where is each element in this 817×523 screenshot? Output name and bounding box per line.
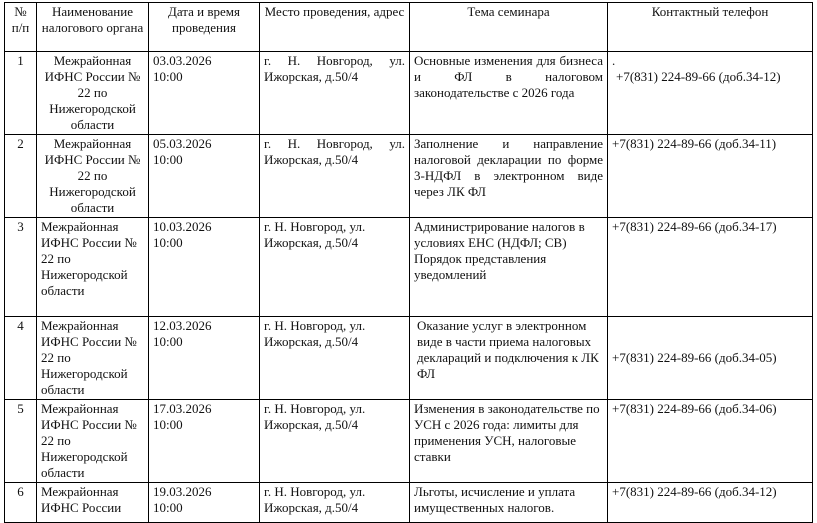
row-place: г. Н. Новгород, ул. Ижорская, д.50/4: [260, 317, 410, 400]
row-datetime: [149, 218, 260, 317]
row-phone: +7(831) 224-89-66 (доб.34-17): [608, 218, 813, 317]
row-place: г. Н. Новгород, ул. Ижорская, д.50/4: [260, 135, 410, 218]
row-date: 10.03.2026: [153, 219, 212, 234]
row-organ: Межрайонная ИФНС России № 22 по Нижегородской области: [37, 218, 149, 317]
row-place: г. Н. Новгород, ул. Ижорская, д.50/4: [260, 400, 410, 483]
row-time: 10:00: [153, 334, 183, 349]
row-phone-prefix: .: [612, 53, 616, 68]
row-datetime: [149, 483, 260, 523]
header-num: № п/п: [5, 3, 37, 52]
header-phone: Контактный телефон: [608, 3, 813, 52]
row-place: г. Н. Новгород, ул. Ижорская, д.50/4: [260, 218, 410, 317]
row-topic: Изменения в законодательстве по УСН с 2026 года: лимиты для применения УСН, налоговые ставки: [410, 400, 608, 483]
row-phone-cell: [608, 52, 813, 135]
row-date: 05.03.2026: [153, 136, 212, 151]
header-organ: Наименование налогового органа: [37, 3, 149, 52]
row-topic: Администрирование налогов в условиях ЕНС (НДФЛ; СВ) Порядок представления уведомлений: [410, 218, 608, 317]
row-topic: Заполнение и направление налоговой декларации по форме 3-НДФЛ в электронном виде через ЛК ФЛ: [410, 135, 608, 218]
row-place: г. Н. Новгород, ул. Ижорская, д.50/4: [260, 483, 410, 523]
row-num: 5: [5, 400, 37, 483]
row-phone: +7(831) 224-89-66 (доб.34-12): [616, 69, 781, 84]
row-datetime: [149, 135, 260, 218]
row-num: 1: [5, 52, 37, 135]
table-row: [5, 218, 813, 317]
header-row: [5, 3, 813, 52]
row-datetime: [149, 317, 260, 400]
row-time: 10:00: [153, 417, 183, 432]
header-place: Место проведения, адрес: [260, 3, 410, 52]
table-row: [5, 135, 813, 218]
row-date: 19.03.2026: [153, 484, 212, 499]
row-num: 2: [5, 135, 37, 218]
row-topic: Основные изменения для бизнеса и ФЛ в налоговом законодательстве с 2026 года: [410, 52, 608, 135]
row-num: 3: [5, 218, 37, 317]
row-topic: Оказание услуг в электронном виде в части приема налоговых деклараций и подключения к ЛК ФЛ: [410, 317, 608, 400]
row-phone: +7(831) 224-89-66 (доб.34-06): [608, 400, 813, 483]
table-row: [5, 483, 813, 523]
row-place: г. Н. Новгород, ул. Ижорская, д.50/4: [260, 52, 410, 135]
seminar-schedule-table: [4, 2, 813, 523]
header-date: Дата и время проведения: [149, 3, 260, 52]
row-organ: Межрайонная ИФНС России № 22 по Нижегородской области: [37, 400, 149, 483]
row-organ: Межрайонная ИФНС России: [37, 483, 149, 523]
header-topic: Тема семинара: [410, 3, 608, 52]
row-date: 03.03.2026: [153, 53, 212, 68]
row-phone: +7(831) 224-89-66 (доб.34-11): [608, 135, 813, 218]
row-phone: +7(831) 224-89-66 (доб.34-05): [608, 317, 813, 400]
row-organ: Межрайонная ИФНС России № 22 по Нижегородской области: [37, 52, 149, 135]
table-row: [5, 52, 813, 135]
row-organ: Межрайонная ИФНС России № 22 по Нижегородской области: [37, 317, 149, 400]
table-row: [5, 400, 813, 483]
row-time: 10:00: [153, 69, 183, 84]
row-date: 12.03.2026: [153, 318, 212, 333]
row-phone: +7(831) 224-89-66 (доб.34-12): [608, 483, 813, 523]
row-datetime: [149, 52, 260, 135]
row-date: 17.03.2026: [153, 401, 212, 416]
table-row: [5, 317, 813, 400]
row-datetime: [149, 400, 260, 483]
row-time: 10:00: [153, 235, 183, 250]
row-time: 10:00: [153, 500, 183, 515]
row-organ: Межрайонная ИФНС России № 22 по Нижегородской области: [37, 135, 149, 218]
row-time: 10:00: [153, 152, 183, 167]
row-num: 6: [5, 483, 37, 523]
row-topic: Льготы, исчисление и уплата имущественных налогов.: [410, 483, 608, 523]
row-num: 4: [5, 317, 37, 400]
